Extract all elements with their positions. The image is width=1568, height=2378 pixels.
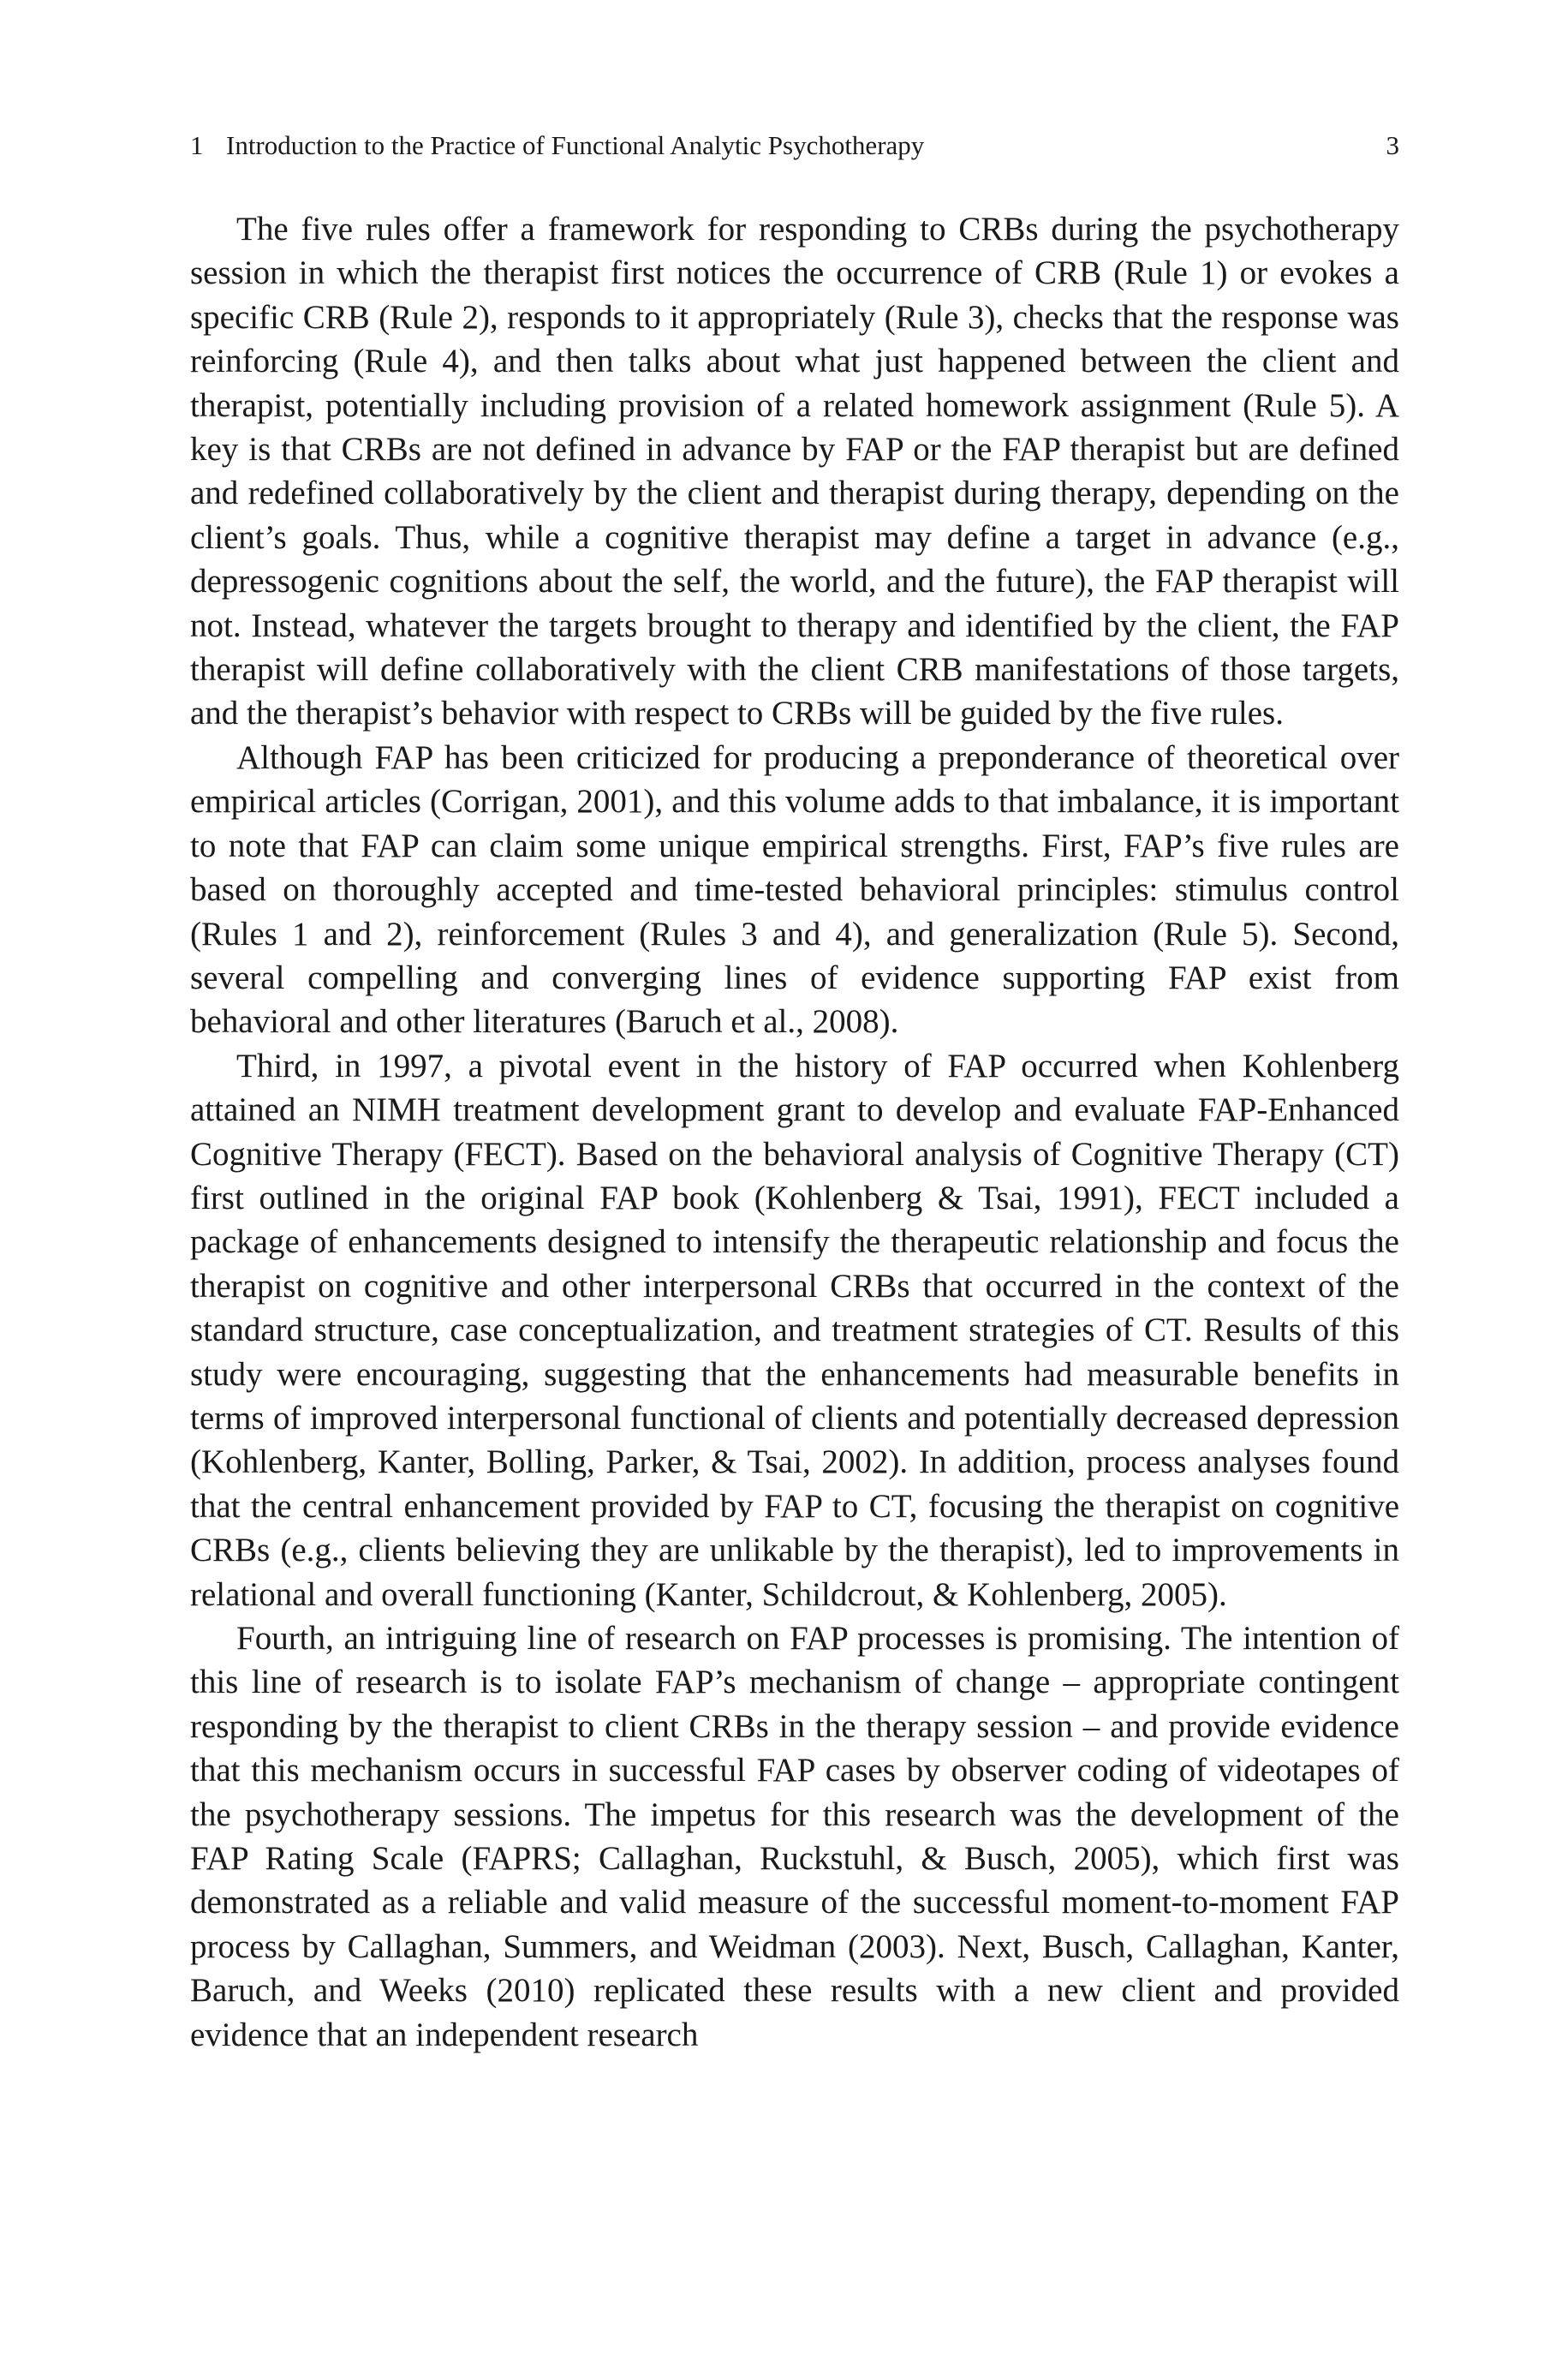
paragraph: Although FAP has been criticized for producing a preponderance of theoretical over empirical articles (Corrigan, 2001), and this volume adds to that imbalance, it is important to note that FAP can claim some unique empirical strengths. First, FAP’s five rules are based on thoroughly accepted and time-tested behavioral principles: stimulus control (Rules 1 and 2), reinforcement (Rules 3 and 4), and generalization (Rule 5). Second, several compelling and converging lines of evidence supporting FAP exist from behavioral and other literatures (Baruch et al., 2008). xyxy=(190,738,1399,1041)
chapter-title: Introduction to the Practice of Functional Analytic Psychotherapy xyxy=(226,130,925,160)
page-number: 3 xyxy=(1386,130,1399,160)
paragraph: Third, in 1997, a pivotal event in the history of FAP occurred when Kohlenberg attained an NIMH treatment development grant to develop and evaluate FAP-Enhanced Cognitive Therapy (FECT). Based on the behavioral analysis of Cognitive Therapy (CT) first outlined in the original FAP book (Kohlenberg & Tsai, 1991), FECT included a package of enhancements designed to intensify the therapeutic relationship and focus the therapist on cognitive and other interpersonal CRBs that occurred in the context of the standard structure, case conceptualization, and treatment strategies of CT. Results of this study were encouraging, suggesting that the enhancements had measurable benefits in terms of improved interpersonal functional of clients and potentially decreased depression (Kohlenberg, Kanter, Bolling, Parker, & Tsai, 2002). In addition, process analyses found that the central enhancement provided by FAP to CT, focusing the therapist on cognitive CRBs (e.g., clients believing they are unlikable by the therapist), led to improvements in relational and overall functioning (Kanter, Schildcrout, & Kohlenberg, 2005). xyxy=(190,1047,1399,1613)
page xyxy=(190,128,1399,2057)
running-header xyxy=(190,128,1399,163)
paragraph: Fourth, an intriguing line of research on FAP processes is promising. The intention of this line of research is to isolate FAP’s mechanism of change – appropriate contingent responding by the therapist to client CRBs in the therapy session – and provide evidence that this mechanism occurs in successful FAP cases by observer coding of videotapes of the psychotherapy sessions. The impetus for this research was the development of the FAP Rating Scale (FAPRS; Callaghan, Ruckstuhl, & Busch, 2005), which first was demonstrated as a reliable and valid measure of the successful moment-to-moment FAP process by Callaghan, Summers, and Weidman (2003). Next, Busch, Callaghan, Kanter, Baruch, and Weeks (2010) replicated these results with a new client and provided evidence that an independent research xyxy=(190,1620,1399,2053)
header-left xyxy=(190,128,924,163)
body-text xyxy=(190,207,1399,2057)
paragraph: The five rules offer a framework for responding to CRBs during the psychotherapy session in which the therapist first notices the occurrence of CRB (Rule 1) or evokes a specific CRB (Rule 2), responds to it appropriately (Rule 3), checks that the response was reinforcing (Rule 4), and then talks about what just happened between the client and therapist, potentially including provision of a related homework assignment (Rule 5). A key is that CRBs are not defined in advance by FAP or the FAP therapist but are defined and redefined collaboratively by the client and therapist during therapy, depending on the client’s goals. Thus, while a cognitive therapist may define a target in advance (e.g., depressogenic cognitions about the self, the world, and the future), the FAP therapist will not. Instead, whatever the targets brought to therapy and identified by the client, the FAP therapist will define collaboratively with the client CRB manifestations of those targets, and the therapist’s behavior with respect to CRBs will be guided by the five rules. xyxy=(190,211,1399,732)
chapter-number: 1 xyxy=(190,130,204,160)
